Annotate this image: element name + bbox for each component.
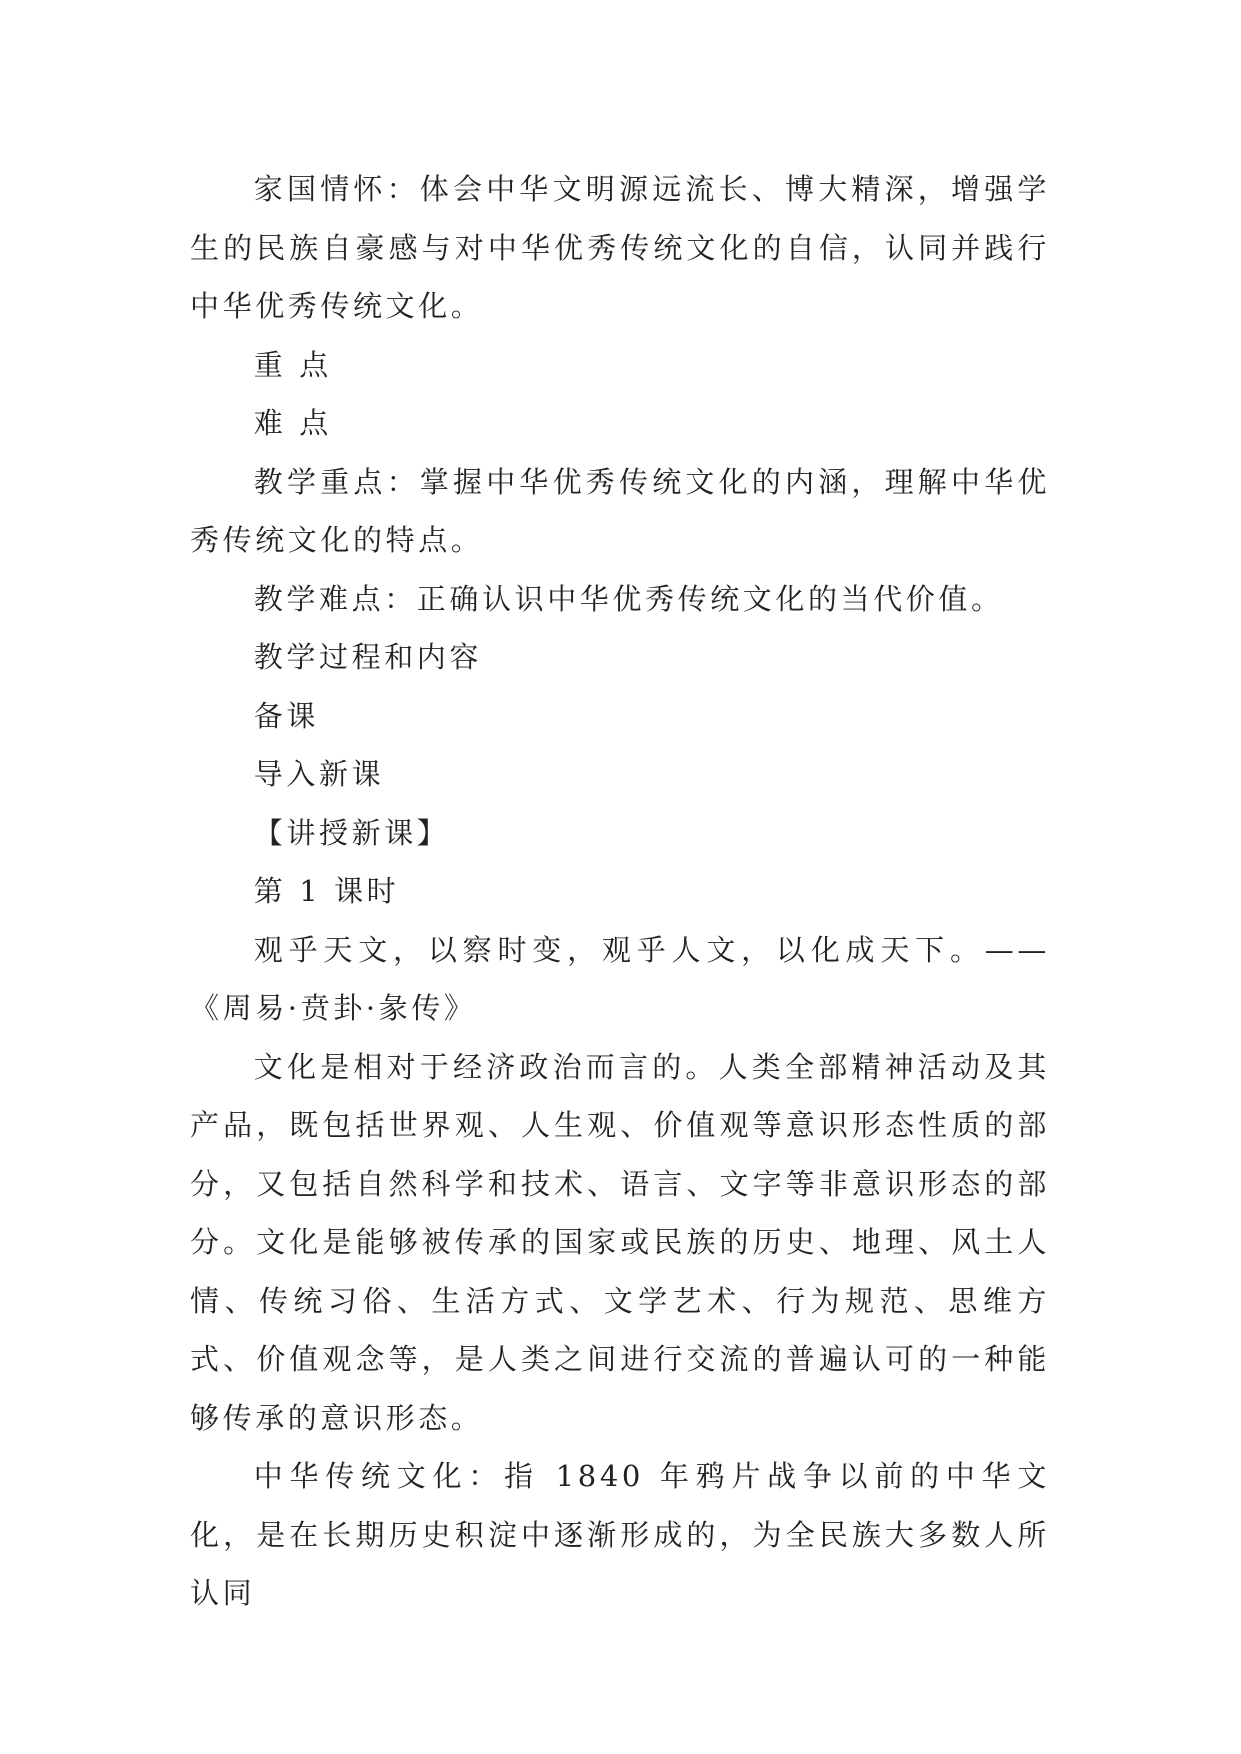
- heading-first-period: 第 1 课时: [253, 874, 400, 908]
- paragraph-teaching-difficulty: 教学难点：正确认识中华优秀传统文化的当代价值。: [253, 581, 1004, 616]
- paragraph-traditional-culture: 中华传统文化：指 1840 年鸦片战争以前的中华文化，是在长期历史积淀中逐渐形成的，为全民族大多数人所认同: [190, 1459, 1050, 1610]
- heading-teaching-process: 教学过程和内容: [253, 640, 482, 674]
- paragraph-teaching-focus: 教学重点：掌握中华优秀传统文化的内涵，理解中华优秀传统文化的特点。: [190, 464, 1050, 557]
- heading-key-points: 重 点: [253, 347, 332, 382]
- heading-introduction: 导入新课: [253, 757, 385, 791]
- paragraph-quote: 观乎天文，以察时变，观乎人文，以化成天下。——《周易·贲卦·彖传》: [190, 932, 1050, 1025]
- heading-difficult-points: 难 点: [253, 406, 332, 440]
- heading-lesson-prep: 备课: [253, 698, 319, 733]
- document-page: [190, 160, 1050, 1623]
- paragraph-patriotism: 家国情怀：体会中华文明源远流长、博大精深，增强学生的民族自豪感与对中华优秀传统文化的自信，认同并践行中华优秀传统文化。: [190, 172, 1050, 323]
- paragraph-culture-definition: 文化是相对于经济政治而言的。人类全部精神活动及其产品，既包括世界观、人生观、价值观等意识形态性质的部分，又包括自然科学和技术、语言、文字等非意识形态的部分。文化是能够被传承的国家或民族的历史、地理、风土人情、传统习俗、生活方式、文学艺术、行为规范、思维方式、价值观念等，是人类之间进行交流的普遍认可的一种能够传承的意识形态。: [190, 1049, 1050, 1435]
- heading-new-lesson: 【讲授新课】: [253, 815, 450, 850]
